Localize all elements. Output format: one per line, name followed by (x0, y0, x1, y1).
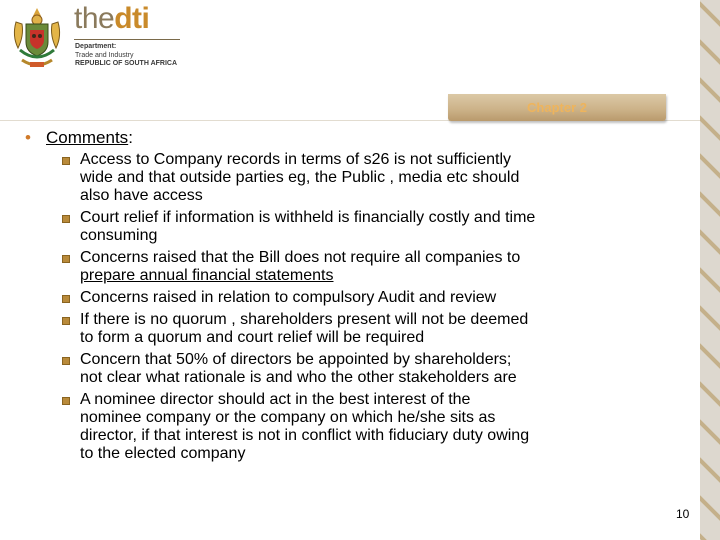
round-bullet-icon: • (25, 128, 31, 147)
item-line: Concerns raised that the Bill does not require all companies to (80, 249, 521, 266)
list-item (28, 289, 688, 307)
chapter-tab (448, 94, 666, 121)
item-line: prepare annual financial statements (80, 267, 334, 284)
item-line: to the elected company (80, 445, 246, 462)
right-decor-bar (700, 0, 720, 540)
square-bullet-icon (62, 317, 70, 325)
square-bullet-icon (62, 157, 70, 165)
dept-line-2: Trade and Industry (75, 51, 134, 59)
list-item (28, 311, 688, 347)
item-line: nominee company or the company on which he/she sits as (80, 409, 496, 426)
item-line: not clear what rationale is and who the other stakeholders are (80, 369, 517, 386)
item-line: A nominee director should act in the best interest of the (80, 391, 471, 408)
square-bullet-icon (62, 295, 70, 303)
brand-dti: dti (114, 2, 150, 35)
diagonal-stripes (700, 0, 720, 540)
item-line: Concern that 50% of directors be appointed by shareholders; (80, 351, 512, 368)
item-line: to form a quorum and court relief will be required (80, 329, 425, 346)
list-item (28, 351, 688, 387)
list-item (28, 209, 688, 245)
comments-bullet (25, 128, 688, 148)
square-bullet-icon (62, 255, 70, 263)
item-line: consuming (80, 227, 158, 244)
item-line: If there is no quorum , shareholders present will not be deemed (80, 311, 529, 328)
item-line: Court relief if information is withheld is financially costly and time (80, 209, 536, 226)
square-bullet-icon (62, 397, 70, 405)
list-item (28, 391, 688, 463)
heading-colon: : (128, 128, 133, 147)
dept-line-1: Department: (75, 43, 117, 50)
department-block (75, 43, 177, 69)
item-line: Access to Company records in terms of s26 is not sufficiently (80, 151, 511, 168)
square-bullet-icon (62, 357, 70, 365)
list-item (28, 249, 688, 285)
coat-of-arms-icon (8, 6, 66, 72)
brand-the: the (74, 2, 115, 35)
comments-list (28, 151, 688, 463)
chapter-label: Chapter 2 (527, 100, 587, 115)
square-bullet-icon (62, 215, 70, 223)
item-line: director, if that interest is not in conflict with fiduciary duty owing (80, 427, 530, 444)
dept-line-3: REPUBLIC OF SOUTH AFRICA (75, 60, 178, 67)
page-number: 10 (676, 507, 690, 521)
brand-divider (74, 39, 180, 40)
brand-logo (74, 2, 149, 36)
comments-heading: Comments (46, 128, 129, 147)
slide-body (25, 128, 688, 467)
item-line: also have access (80, 187, 203, 204)
item-line: wide and that outside parties eg, the Public , media etc should (80, 169, 520, 186)
list-item (28, 151, 688, 205)
item-line: Concerns raised in relation to compulsory Audit and review (80, 289, 497, 306)
